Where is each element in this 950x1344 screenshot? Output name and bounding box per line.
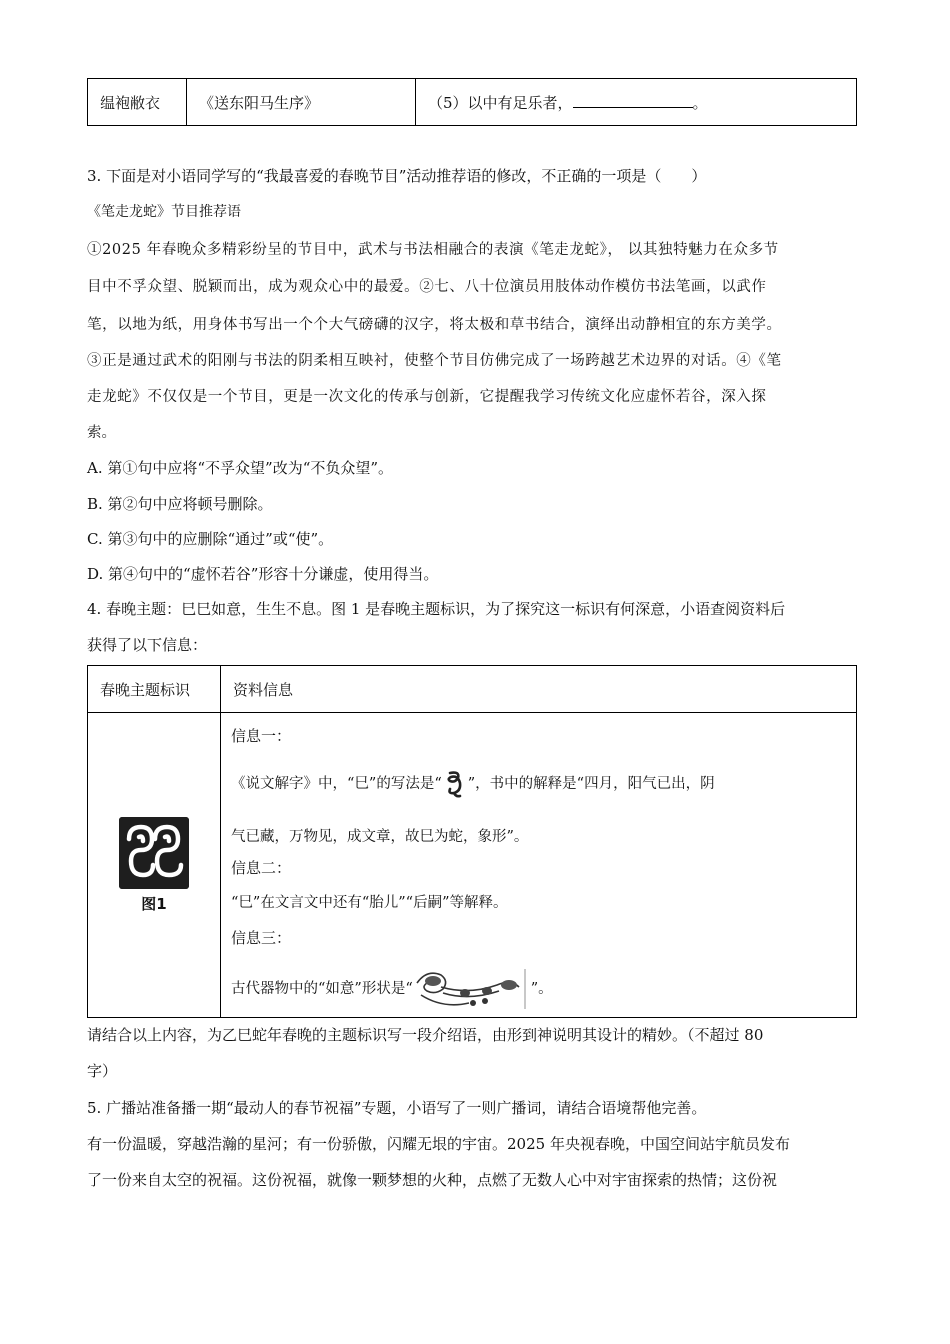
header-info: 资料信息 xyxy=(221,666,857,713)
q3-line-1: ①2025 年春晚众多精彩纷呈的节目中，武术与书法相融合的表演《笔走龙蛇》， 以其独特魅力在众多节 xyxy=(87,242,779,258)
info1-line-1 xyxy=(231,769,715,799)
q4-stem-line-2: 获得了以下信息： xyxy=(87,636,208,654)
info2-text: “巳”在文言文中还有“胎儿”“后嗣”等解释。 xyxy=(231,895,508,911)
ruyi-scepter-icon xyxy=(413,965,531,1013)
fill-cell xyxy=(416,79,857,126)
q3-option-c[interactable]: C. 第③句中的应删除“通过”或“使”。 xyxy=(87,530,334,548)
answer-blank[interactable] xyxy=(573,93,693,108)
q3-line-6: 索。 xyxy=(87,425,116,441)
table-row xyxy=(88,713,857,1018)
table-row xyxy=(88,79,857,126)
q3-line-4: ③正是通过武术的阳刚与书法的阴柔相互映衬，使整个节目仿佛完成了一场跨越艺术边界的对话。④《笔 xyxy=(87,353,782,369)
fill-end: 。 xyxy=(692,93,708,112)
q4-task-line-2: 字） xyxy=(87,1062,118,1080)
term-cell: 缊袍敝衣 xyxy=(88,79,187,126)
info3-text-b: ”。 xyxy=(530,981,553,997)
q4-stem-line-1: 4. 春晚主题：巳巳如意，生生不息。图 1 是春晚主题标识，为了探究这一标识有何深意，小语查阅资料后 xyxy=(87,600,786,618)
q3-line-2: 目中不孚众望、脱颖而出，成为观众心中的最爱。②七、八十位演员用肢体动作模仿书法笔画，以武作 xyxy=(87,279,767,295)
info-table xyxy=(87,665,857,1018)
poem-table xyxy=(87,78,857,126)
q5-stem: 5. 广播站准备播一期“最动人的春节祝福”专题，小语写了一则广播词，请结合语境帮他完善。 xyxy=(87,1099,707,1117)
q3-option-d[interactable]: D. 第④句中的“虚怀若谷”形容十分谦虚，使用得当。 xyxy=(87,565,439,583)
q5-line-1: 有一份温暖，穿越浩瀚的星河；有一份骄傲，闪耀无垠的宇宙。2025 年央视春晚，中国空间站宇航员发布 xyxy=(87,1135,790,1153)
q3-title: 《笔走龙蛇》节目推荐语 xyxy=(87,204,241,220)
info3-text-a: 古代器物中的“如意”形状是“ xyxy=(231,981,413,997)
q3-line-5: 走龙蛇》不仅仅是一个节目，更是一次文化的传承与创新，它提醒我学习传统文化应虚怀若谷，深入探 xyxy=(87,389,767,405)
q3-line-3: 笔，以地为纸，用身体书写出一个个大气磅礴的汉字，将太极和草书结合，演绎出动静相宜的东方美学。 xyxy=(87,317,782,333)
q4-task-line-1: 请结合以上内容，为乙巳蛇年春晚的主题标识写一段介绍语，由形到神说明其设计的精妙。（不超过 80 xyxy=(87,1026,764,1044)
figure-caption: 图1 xyxy=(141,894,167,913)
snake-logo-icon xyxy=(119,817,189,889)
q3-option-a[interactable]: A. 第①句中应将“不孚众望”改为“不负众望”。 xyxy=(87,459,394,477)
info1-text-a: 《说文解字》中，“巳”的写法是“ xyxy=(231,776,442,792)
q3-stem: 3. 下面是对小语同学写的“我最喜爱的春晚节目”活动推荐语的修改，不正确的一项是（ ） xyxy=(87,167,707,185)
q3-option-b[interactable]: B. 第②句中应将顿号删除。 xyxy=(87,495,273,513)
logo-cell xyxy=(88,713,221,1018)
info1-line-2: 气已藏，万物见，成文章，故巳为蛇，象形”。 xyxy=(231,829,529,845)
seal-script-si-icon xyxy=(442,769,468,799)
source-cell: 《送东阳马生序》 xyxy=(187,79,416,126)
header-logo: 春晚主题标识 xyxy=(88,666,221,713)
table-header-row xyxy=(88,666,857,713)
info3-label: 信息三： xyxy=(231,929,292,947)
info1-label: 信息一： xyxy=(231,727,292,745)
q5-line-2: 了一份来自太空的祝福。这份祝福，就像一颗梦想的火种，点燃了无数人心中对宇宙探索的热情；这份祝 xyxy=(87,1171,778,1189)
info-content xyxy=(221,713,856,1017)
fill-prompt: （5）以中有足乐者， xyxy=(428,93,573,112)
info1-text-b: ”，书中的解释是“四月，阳气已出，阴 xyxy=(467,776,715,792)
figure-1 xyxy=(119,817,189,914)
info3-line xyxy=(231,965,553,1013)
info-cell xyxy=(221,713,857,1018)
info2-label: 信息二： xyxy=(231,859,292,877)
